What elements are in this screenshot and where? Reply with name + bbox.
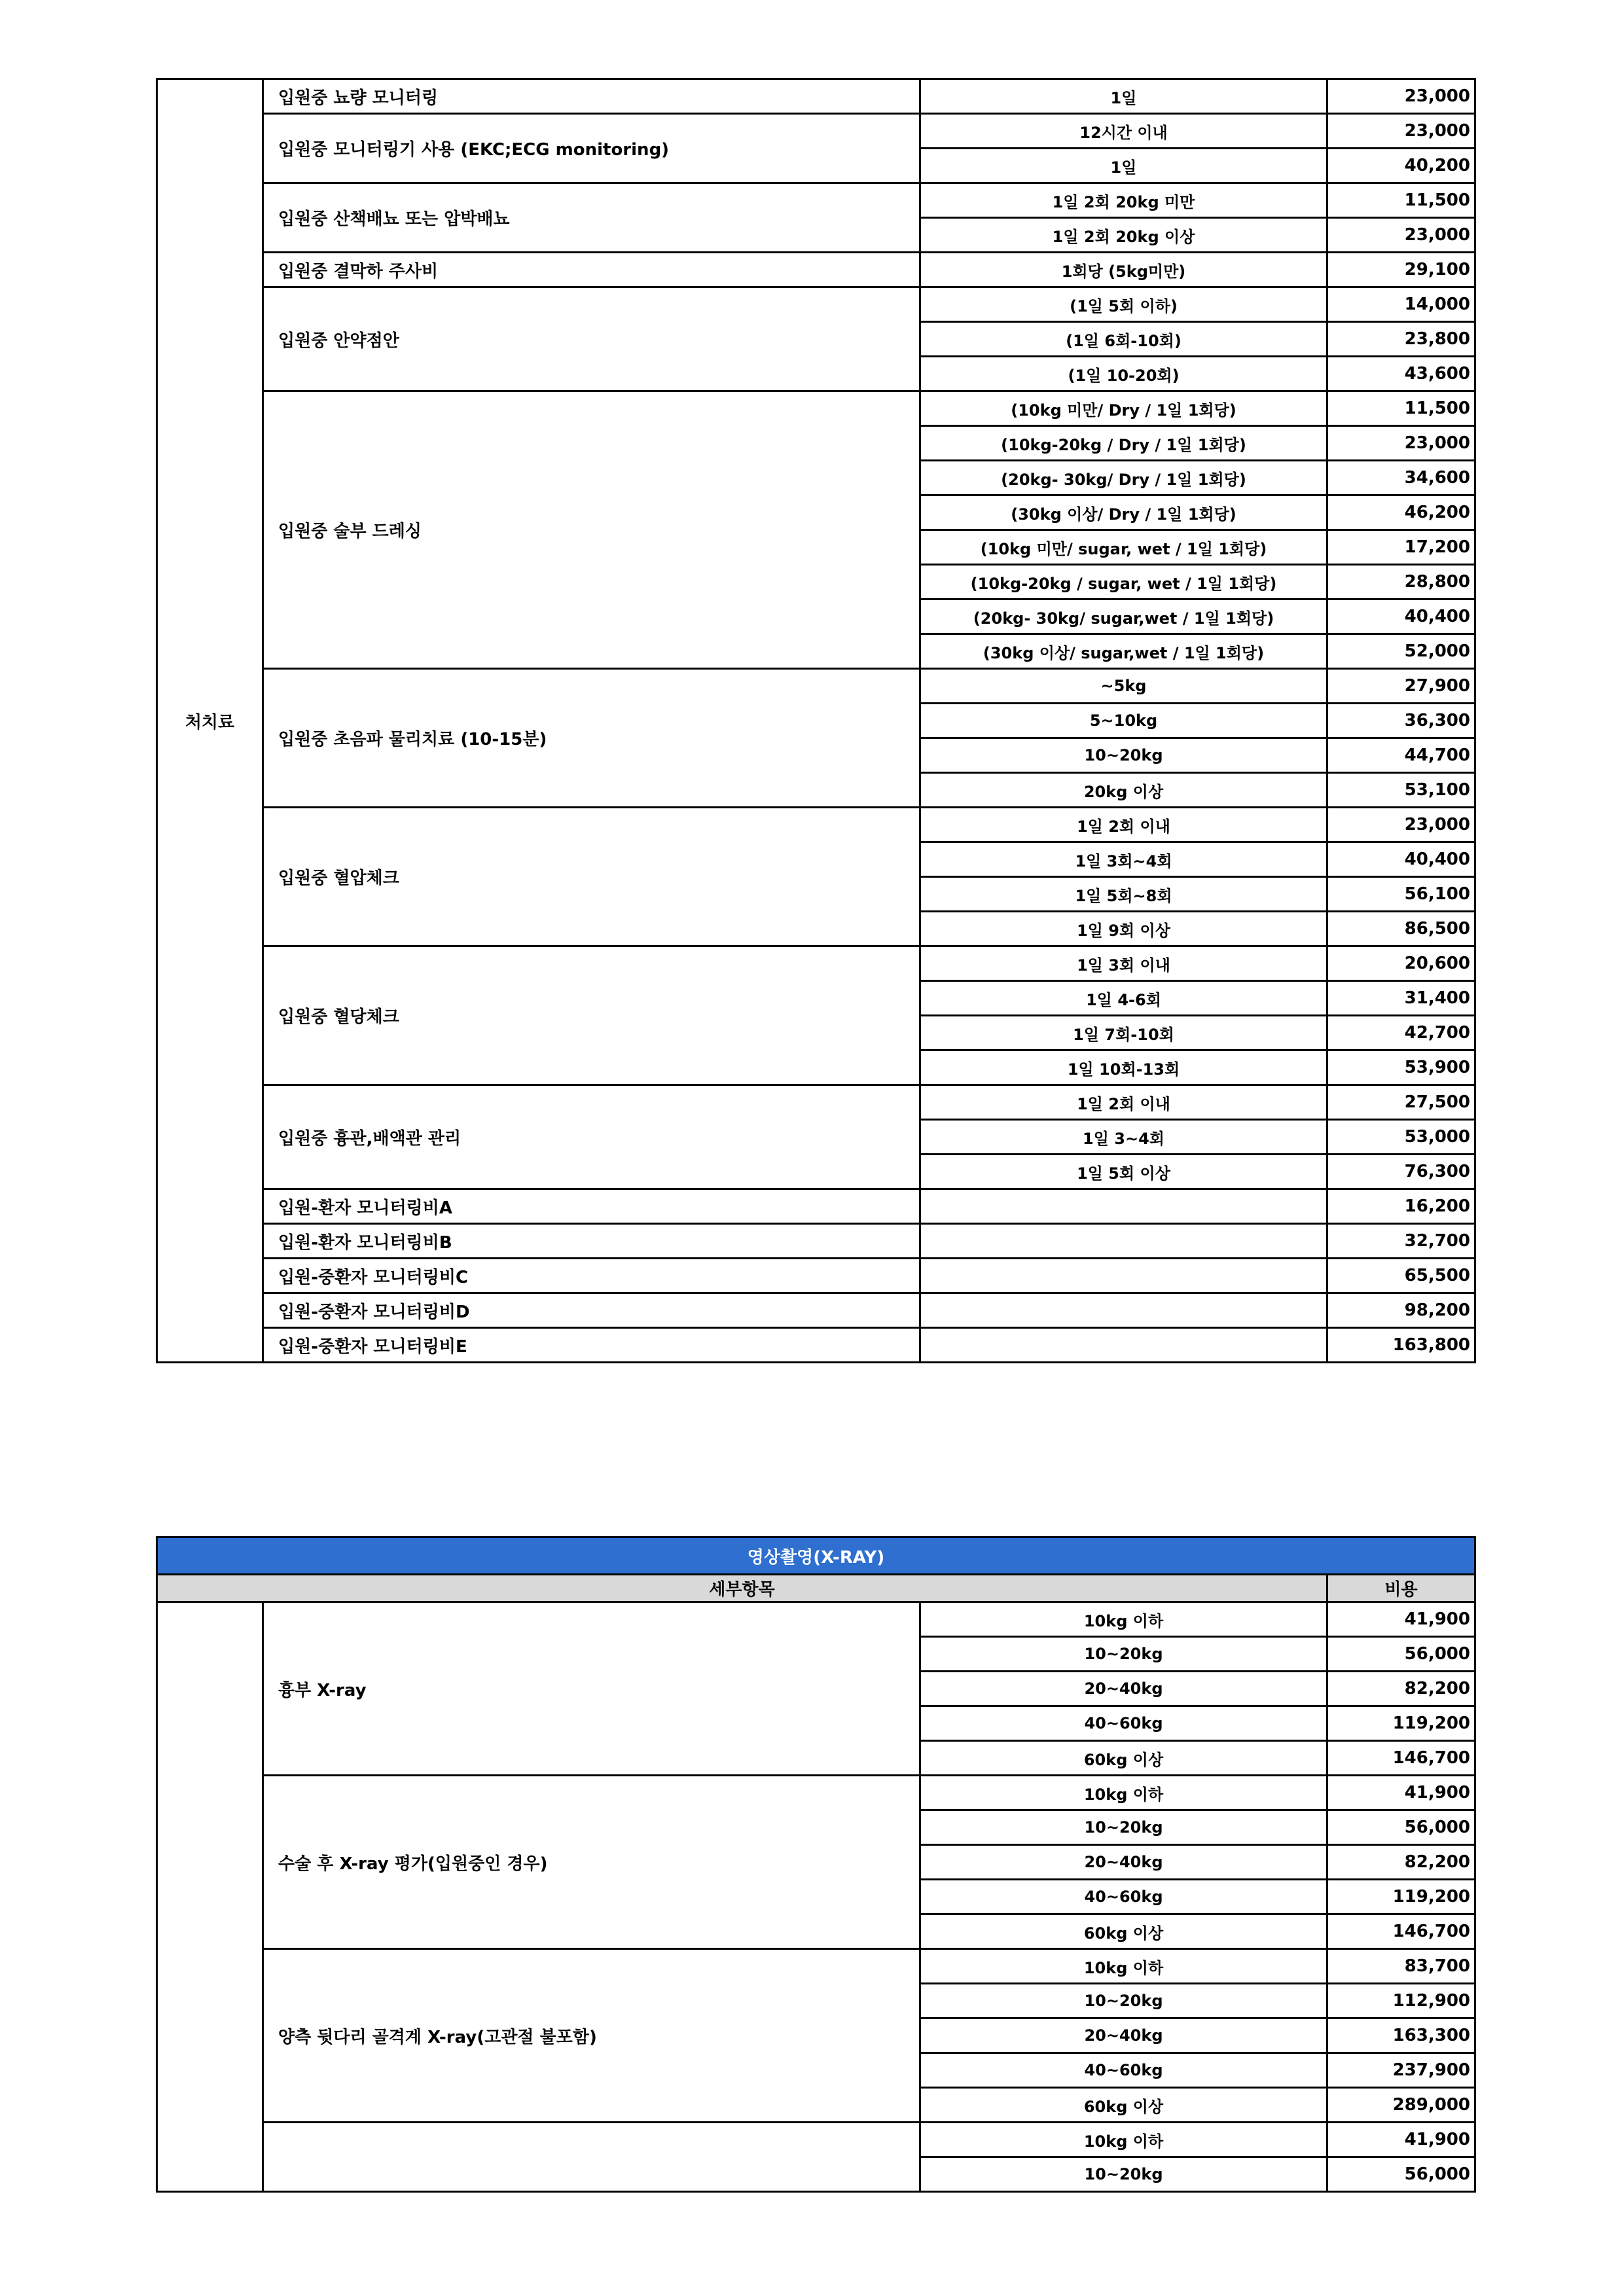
price-cell: 31,400 [1327,981,1475,1016]
price-cell: 23,000 [1327,218,1475,253]
condition-cell: 60kg 이상 [920,1741,1327,1776]
item-name-cell: 수술 후 X-ray 평가(입원중인 경우) [263,1776,920,1949]
condition-cell: 1일 7회-10회 [920,1016,1327,1050]
price-cell: 23,000 [1327,426,1475,461]
table-row [157,1949,1475,1984]
condition-cell: (20kg- 30kg/ sugar,wet / 1일 1회당) [920,600,1327,634]
condition-cell: 1일 9회 이상 [920,912,1327,946]
price-cell: 56,100 [1327,877,1475,912]
price-cell: 119,200 [1327,1706,1475,1741]
price-cell: 23,000 [1327,79,1475,114]
price-cell: 65,500 [1327,1259,1475,1293]
price-cell: 146,700 [1327,1741,1475,1776]
table-row [157,1602,1475,1637]
condition-cell: (1일 10-20회) [920,357,1327,391]
item-name-cell: 흉부 X-ray [263,1602,920,1776]
condition-cell: 1일 3~4회 [920,1120,1327,1155]
condition-cell: ~5kg [920,669,1327,704]
table-row [157,1293,1475,1328]
table-row [157,1085,1475,1120]
price-cell: 27,900 [1327,669,1475,704]
condition-cell [920,1293,1327,1328]
price-cell: 53,100 [1327,773,1475,808]
condition-cell: 1일 [920,149,1327,183]
price-cell: 14,000 [1327,287,1475,322]
price-cell: 56,000 [1327,2157,1475,2192]
price-cell: 11,500 [1327,391,1475,426]
condition-cell: 10kg 이하 [920,2123,1327,2157]
condition-cell [920,1224,1327,1259]
condition-cell: 1일 [920,79,1327,114]
price-cell: 56,000 [1327,1637,1475,1672]
item-name-cell: 입원중 산책배뇨 또는 압박배뇨 [263,183,920,253]
price-cell: 112,900 [1327,1984,1475,2018]
table-row [157,1259,1475,1293]
price-cell: 44,700 [1327,738,1475,773]
table-row [157,669,1475,704]
table-row [157,391,1475,426]
condition-cell: 12시간 이내 [920,114,1327,149]
table-row [157,946,1475,981]
item-name-cell: 입원중 뇨량 모니터링 [263,79,920,114]
condition-cell: (30kg 이상/ sugar,wet / 1일 1회당) [920,634,1327,669]
item-name-cell: 입원-중환자 모니터링비C [263,1259,920,1293]
item-name-cell: 입원중 초음파 물리치료 (10-15분) [263,669,920,808]
xray-title-row [157,1537,1475,1575]
item-name-cell: 입원-중환자 모니터링비D [263,1293,920,1328]
price-cell: 23,000 [1327,808,1475,842]
condition-cell: 1일 5회~8회 [920,877,1327,912]
header-detail: 세부항목 [157,1575,1327,1602]
price-cell: 76,300 [1327,1155,1475,1189]
item-name-cell: 입원중 술부 드레싱 [263,391,920,669]
price-cell: 41,900 [1327,2123,1475,2157]
condition-cell: 1일 2회 20kg 이상 [920,218,1327,253]
price-cell: 23,000 [1327,114,1475,149]
condition-cell: 10kg 이하 [920,1949,1327,1984]
price-cell: 56,000 [1327,1810,1475,1845]
condition-cell: 1일 5회 이상 [920,1155,1327,1189]
table-row [157,253,1475,287]
condition-cell: 10~20kg [920,2157,1327,2192]
table-row [157,808,1475,842]
xray-fee-table [156,1536,1476,2193]
category-cell: 처치료 [157,79,263,1363]
price-cell: 52,000 [1327,634,1475,669]
section-title: 영상촬영(X-RAY) [157,1537,1475,1575]
item-name-cell: 입원-환자 모니터링비A [263,1189,920,1224]
condition-cell: 1일 2회 이내 [920,1085,1327,1120]
price-cell: 46,200 [1327,495,1475,530]
condition-cell: 1일 3회~4회 [920,842,1327,877]
item-name-cell: 입원-중환자 모니터링비E [263,1328,920,1363]
condition-cell: 40~60kg [920,1706,1327,1741]
price-cell: 27,500 [1327,1085,1475,1120]
condition-cell: (10kg 미만/ Dry / 1일 1회당) [920,391,1327,426]
price-cell: 29,100 [1327,253,1475,287]
price-cell: 43,600 [1327,357,1475,391]
condition-cell: (10kg-20kg / Dry / 1일 1회당) [920,426,1327,461]
condition-cell: (20kg- 30kg/ Dry / 1일 1회당) [920,461,1327,495]
condition-cell: 1일 10회-13회 [920,1050,1327,1085]
condition-cell: 10~20kg [920,1637,1327,1672]
condition-cell: (1일 6회-10회) [920,322,1327,357]
price-cell: 83,700 [1327,1949,1475,1984]
condition-cell: 60kg 이상 [920,2088,1327,2123]
table-row [157,183,1475,218]
xray-header-row [157,1575,1475,1602]
price-cell: 41,900 [1327,1602,1475,1637]
price-cell: 146,700 [1327,1914,1475,1949]
condition-cell: (1일 5회 이하) [920,287,1327,322]
price-cell: 53,900 [1327,1050,1475,1085]
price-cell: 36,300 [1327,704,1475,738]
category-cell [157,1602,263,2192]
price-cell: 163,800 [1327,1328,1475,1363]
condition-cell: 1회당 (5kg미만) [920,253,1327,287]
condition-cell: 60kg 이상 [920,1914,1327,1949]
condition-cell: 40~60kg [920,1880,1327,1914]
item-name-cell: 입원중 혈당체크 [263,946,920,1085]
table-row [157,1224,1475,1259]
condition-cell: 40~60kg [920,2053,1327,2088]
price-cell: 289,000 [1327,2088,1475,2123]
price-cell: 28,800 [1327,565,1475,600]
condition-cell: 10~20kg [920,1984,1327,2018]
condition-cell: 20~40kg [920,2018,1327,2053]
condition-cell: (10kg-20kg / sugar, wet / 1일 1회당) [920,565,1327,600]
condition-cell: 1일 2회 20kg 미만 [920,183,1327,218]
table-row [157,79,1475,114]
price-cell: 98,200 [1327,1293,1475,1328]
table-row [157,1328,1475,1363]
header-cost: 비용 [1327,1575,1475,1602]
price-cell: 53,000 [1327,1120,1475,1155]
price-cell: 82,200 [1327,1672,1475,1706]
table-row [157,1189,1475,1224]
condition-cell [920,1259,1327,1293]
price-cell: 119,200 [1327,1880,1475,1914]
condition-cell: 20~40kg [920,1845,1327,1880]
price-cell: 42,700 [1327,1016,1475,1050]
price-cell: 11,500 [1327,183,1475,218]
item-name-cell: 입원-환자 모니터링비B [263,1224,920,1259]
table-row [157,114,1475,149]
item-name-cell: 입원중 결막하 주사비 [263,253,920,287]
price-cell: 40,400 [1327,842,1475,877]
price-cell: 16,200 [1327,1189,1475,1224]
price-cell: 86,500 [1327,912,1475,946]
item-name-cell: 입원중 혈압체크 [263,808,920,946]
condition-cell [920,1189,1327,1224]
price-cell: 34,600 [1327,461,1475,495]
table-row [157,2123,1475,2157]
price-cell: 40,200 [1327,149,1475,183]
table-row [157,287,1475,322]
condition-cell: 10~20kg [920,738,1327,773]
condition-cell: (30kg 이상/ Dry / 1일 1회당) [920,495,1327,530]
price-cell: 32,700 [1327,1224,1475,1259]
item-name-cell: 입원중 흉관,배액관 관리 [263,1085,920,1189]
condition-cell: 10kg 이하 [920,1602,1327,1637]
condition-cell: 1일 2회 이내 [920,808,1327,842]
price-cell: 163,300 [1327,2018,1475,2053]
condition-cell: 1일 3회 이내 [920,946,1327,981]
item-name-cell: 양측 뒷다리 골격계 X-ray(고관절 불포함) [263,1949,920,2123]
condition-cell: 5~10kg [920,704,1327,738]
price-cell: 41,900 [1327,1776,1475,1810]
price-cell: 40,400 [1327,600,1475,634]
item-name-cell [263,2123,920,2192]
price-cell: 17,200 [1327,530,1475,565]
condition-cell: (10kg 미만/ sugar, wet / 1일 1회당) [920,530,1327,565]
condition-cell: 20kg 이상 [920,773,1327,808]
price-cell: 237,900 [1327,2053,1475,2088]
price-cell: 20,600 [1327,946,1475,981]
item-name-cell: 입원중 모니터링기 사용 (EKC;ECG monitoring) [263,114,920,183]
treatment-fee-table [156,78,1476,1363]
item-name-cell: 입원중 안약점안 [263,287,920,391]
price-cell: 23,800 [1327,322,1475,357]
table-row [157,1776,1475,1810]
condition-cell: 10kg 이하 [920,1776,1327,1810]
condition-cell: 10~20kg [920,1810,1327,1845]
condition-cell [920,1328,1327,1363]
condition-cell: 20~40kg [920,1672,1327,1706]
price-cell: 82,200 [1327,1845,1475,1880]
condition-cell: 1일 4-6회 [920,981,1327,1016]
